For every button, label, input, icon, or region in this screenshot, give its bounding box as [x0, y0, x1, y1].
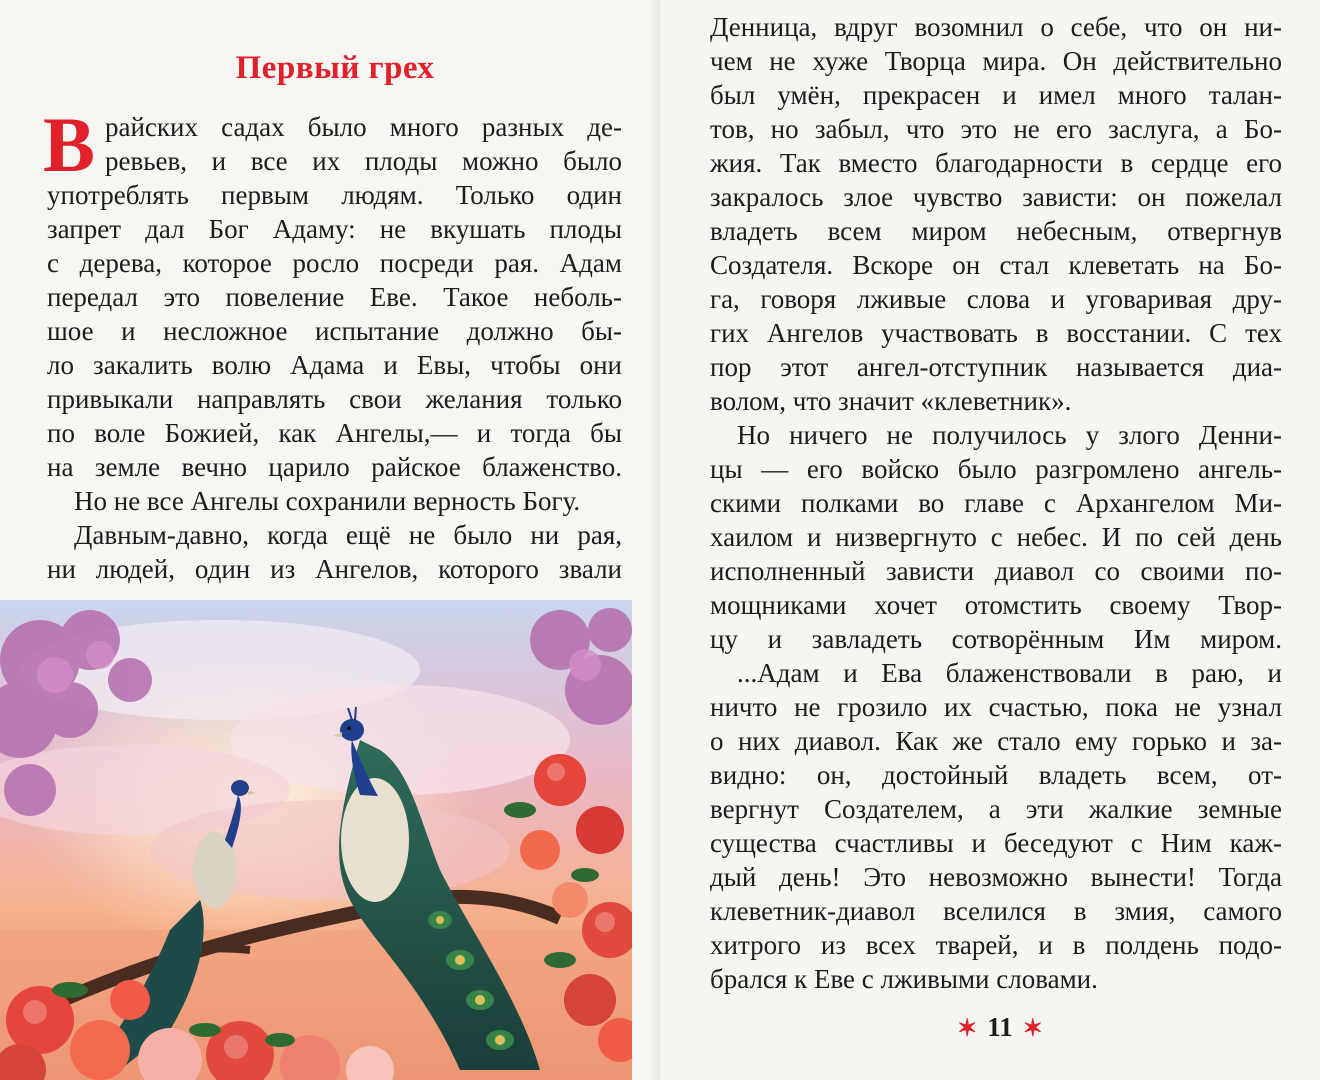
- page-number: 11: [987, 1012, 1013, 1042]
- text-line: вергнут Создателем, а эти жалкие земные: [710, 794, 1282, 824]
- text-line: был умён, прекрасен и имел много талан-: [710, 80, 1282, 110]
- text-line: тов, но забыл, что это не его заслуга, а Бо-: [710, 114, 1282, 144]
- text-line: на земле вечно царило райское блаженство.: [47, 452, 622, 482]
- text-line: с дерева, которое росло посреди рая. Адам: [47, 248, 622, 278]
- text-line: Давным-давно, когда ещё не было ни рая,: [74, 520, 622, 550]
- text-line: гих Ангелов участвовать в восстании. С тех: [710, 318, 1282, 348]
- text-line: ревьев, и все их плоды можно было: [105, 146, 622, 176]
- text-line: Но ничего не получилось у злого Денни-: [737, 420, 1282, 450]
- text-line: жия. Так вместо благодарности в сердце его: [710, 148, 1282, 178]
- text-line: Денница, вдруг возомнил о себе, что он ни-: [710, 12, 1282, 42]
- text-line: ...Адам и Ева блаженствовали в раю, и: [737, 658, 1282, 688]
- peacocks-illustration: [0, 600, 632, 1080]
- text-line: закралось злое чувство зависти: он пожелал: [710, 182, 1282, 212]
- text-line: Создателя. Вскоре он стал клеветать на Бо-: [710, 250, 1282, 280]
- text-line: цы — его войско было разгромлено ангель-: [710, 454, 1282, 484]
- text-line: ни людей, один из Ангелов, которого звали: [47, 554, 622, 584]
- text-line: клеветник-диавол вселился в змия, самого: [710, 896, 1282, 926]
- drop-cap: В: [43, 101, 96, 188]
- text-line: скими полками во главе с Архангелом Ми-: [710, 488, 1282, 518]
- text-line: исполненный зависти диавол со своими по-: [710, 556, 1282, 586]
- right-page-text: [710, 10, 1282, 996]
- text-line: мощниками хочет отомстить своему Твор-: [710, 590, 1282, 620]
- text-line: волом, что значит «клеветник».: [710, 386, 1072, 416]
- page-number-footer: [900, 1012, 1100, 1043]
- text-line: существа счастливы и беседуют с Ним каж-: [710, 828, 1282, 858]
- text-line: привыкали направлять свои желания только: [47, 384, 622, 414]
- left-page-text: [47, 110, 622, 586]
- text-line: ничто не грозило их счастью, пока не узнал: [710, 692, 1282, 722]
- text-line: пор этот ангел-отступник называется диа-: [710, 352, 1282, 382]
- text-line: чем не хуже Творца мира. Он действительно: [710, 46, 1282, 76]
- text-line: га, говоря лживые слова и уговаривая дру-: [710, 284, 1282, 314]
- text-line: по воле Божией, как Ангелы,— и тогда бы: [47, 418, 622, 448]
- text-line: ло закалить волю Адама и Евы, чтобы они: [47, 350, 622, 380]
- chapter-title: Первый грех: [235, 50, 435, 86]
- text-line: передал это повеление Еве. Такое неболь-: [47, 282, 622, 312]
- star-ornament-icon: ✶: [1022, 1016, 1043, 1042]
- text-line: хитрого из всех тварей, и в полдень подо-: [710, 930, 1282, 960]
- star-ornament-icon: ✶: [957, 1016, 978, 1042]
- text-line: дый день! Это невозможно вынести! Тогда: [710, 862, 1282, 892]
- text-line: цу и завладеть сотворённым Им миром.: [710, 624, 1282, 654]
- text-line: употреблять первым людям. Только один: [47, 180, 622, 210]
- text-line: владеть всем миром небесным, отвергнув: [710, 216, 1282, 246]
- text-line: брался к Еве с лживыми словами.: [710, 964, 1098, 994]
- text-line: видно: он, достойный владеть всем, от-: [710, 760, 1282, 790]
- text-line: Но не все Ангелы сохранили верность Богу.: [74, 486, 581, 516]
- text-line: о них диавол. Как же стало ему горько и за-: [710, 726, 1282, 756]
- text-line: хаилом и низвергнуто с небес. И по сей день: [710, 522, 1282, 552]
- text-line: райских садах было много разных де-: [105, 112, 622, 142]
- text-line: запрет дал Бог Адаму: не вкушать плоды: [47, 214, 622, 244]
- text-line: шое и несложное испытание должно бы-: [47, 316, 622, 346]
